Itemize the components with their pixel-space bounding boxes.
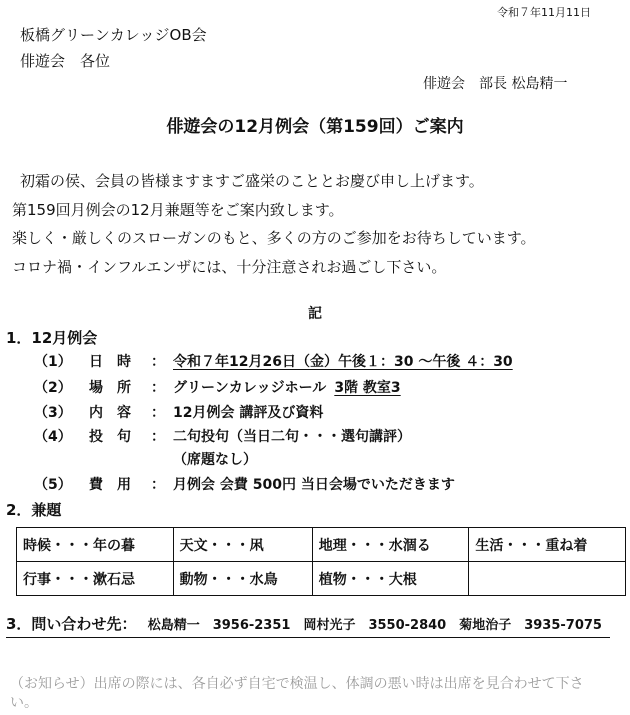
- table-cell: [469, 562, 626, 596]
- table-cell: 植物・・・大根: [312, 562, 469, 596]
- table-cell: 動物・・・水鳥: [173, 562, 312, 596]
- detail-row-place: [34, 377, 401, 397]
- section2-heading: 2．兼題: [6, 501, 62, 519]
- table-cell: 時候・・・年の暮: [17, 528, 174, 562]
- recipient-organization: 板橋グリーンカレッジOB会: [20, 26, 207, 44]
- table-cell: 天文・・・凩: [173, 528, 312, 562]
- detail-row-datetime: [34, 351, 513, 371]
- detail-row-content: [34, 402, 323, 422]
- item-key: 費 用: [89, 477, 131, 493]
- detail-row-note: [34, 449, 257, 469]
- body-paragraph: 楽しく・厳しくのスローガンのもと、多くの方のご参加をお待ちしています。: [12, 229, 536, 247]
- item-colon: ：: [151, 405, 165, 421]
- recipient-group: 俳遊会 各位: [20, 52, 111, 70]
- table-row: [17, 562, 626, 596]
- item-number: （2）: [34, 380, 72, 396]
- body-paragraph: 初霜の侯、会員の皆様ますますご盛栄のこととお慶び申し上げます。: [20, 172, 484, 190]
- table-cell: 地理・・・水涸る: [312, 528, 469, 562]
- kendai-table: [16, 527, 626, 596]
- table-cell: 生活・・・重ね着: [469, 528, 626, 562]
- item-number: （5）: [34, 477, 72, 493]
- body-paragraph: 第159回月例会の12月兼題等をご案内致します。: [12, 201, 344, 219]
- item-colon: ：: [151, 477, 165, 493]
- table-cell: 行事・・・漱石忌: [17, 562, 174, 596]
- document-title: 俳遊会の12月例会（第159回）ご案内: [166, 117, 464, 137]
- item-value: グリーンカレッジホール: [173, 380, 327, 396]
- item-number: （4）: [34, 429, 72, 445]
- contact-list: 松島精一 3956-2351 岡村光子 3550-2840 菊地治子 3935-7075: [147, 618, 602, 633]
- table-row: [17, 528, 626, 562]
- body-paragraph: コロナ禍・インフルエンザには、十分注意されお過ごし下さい。: [12, 258, 447, 276]
- item-colon: ：: [151, 380, 165, 396]
- detail-row-submission: [34, 426, 411, 446]
- item-colon: ：: [151, 354, 165, 370]
- section1-heading: 1．12月例会: [6, 329, 98, 347]
- section3-heading: 3．問い合わせ先：: [6, 615, 137, 633]
- item-key: 場 所: [89, 380, 131, 396]
- item-number: （3）: [34, 405, 72, 421]
- document-date: 令和７年11月11日: [497, 6, 591, 19]
- item-value-room: 3階 教室3: [334, 380, 401, 396]
- item-key: 投 句: [89, 429, 131, 445]
- item-number: （1）: [34, 354, 72, 370]
- item-key: 日 時: [89, 354, 131, 370]
- item-value: 12月例会 講評及び資料: [173, 405, 324, 421]
- sender-name: 俳遊会 部長 松島精一: [423, 76, 568, 92]
- divider-line: [6, 637, 610, 638]
- item-colon: ：: [151, 429, 165, 445]
- item-key: 内 容: [89, 405, 131, 421]
- item-value: （席題なし）: [173, 452, 257, 468]
- item-value: 二句投句（当日二句・・・選句講評）: [173, 429, 411, 445]
- item-value: 月例会 会費 500円 当日会場でいただきます: [173, 477, 455, 493]
- notice-text: （お知らせ）出席の際には、各自必ず自宅で検温し、体調の悪い時は出席を見合わせて下さい。: [10, 676, 584, 711]
- detail-row-fee: [34, 474, 455, 494]
- contact-line: [6, 613, 602, 634]
- item-value: 令和７年12月26日（金）午後１：30 〜午後 ４：30: [173, 354, 513, 370]
- ki-heading: 記: [308, 306, 322, 322]
